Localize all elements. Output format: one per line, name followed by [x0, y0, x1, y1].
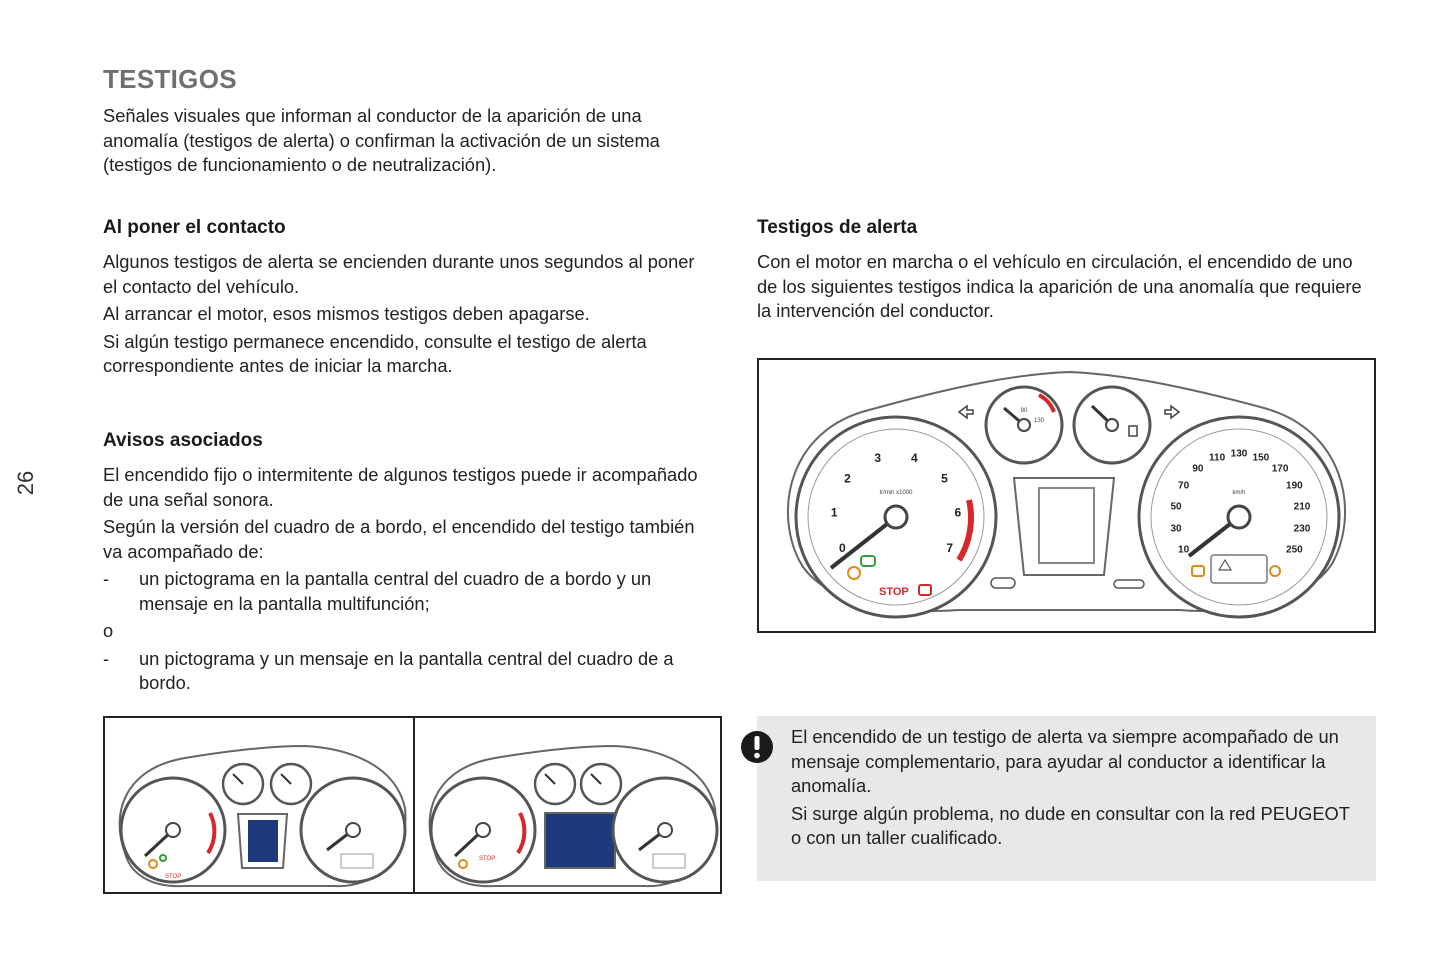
gauge-numeral: 7	[946, 541, 954, 556]
gauge-numeral: 170	[1271, 463, 1289, 475]
cluster-panel-1	[105, 718, 415, 892]
cluster-illustration-2	[415, 718, 720, 892]
bullet-item	[103, 647, 713, 696]
section-contact	[103, 217, 713, 379]
central-screen-small	[248, 820, 278, 862]
section-alerts-heading: Testigos de alerta	[757, 217, 918, 238]
gauge-numeral: 0	[838, 541, 846, 556]
stop-text-small: STOP	[479, 856, 496, 862]
notices-paragraph-2: Según la versión del cuadro de a bordo, el encendido del testigo también va acompañado de:	[103, 516, 695, 562]
speed-unit: km/h	[1232, 490, 1246, 496]
gauge-numeral: 10	[1178, 544, 1190, 556]
section-notices-heading: Avisos asociados	[103, 430, 263, 451]
cluster-illustration-1	[105, 718, 413, 892]
contact-paragraph-3: Si algún testigo permanece encendido, consulte el testigo de alerta correspondiente antes de iniciar la marcha.	[103, 330, 647, 376]
temperature-gauge	[986, 387, 1062, 463]
odometer-display	[1114, 580, 1144, 588]
page-title: TESTIGOS	[103, 64, 237, 94]
gauge-numeral: 5	[941, 471, 948, 486]
rpm-unit: tr/min x1000	[879, 490, 913, 496]
gauge-numeral: 190	[1286, 480, 1303, 492]
bullet-dash: -	[103, 568, 110, 589]
gauge-numeral: 2	[844, 471, 851, 486]
trip-button	[991, 578, 1015, 588]
section-alerts	[757, 217, 1367, 324]
gauge-numeral: 110	[1209, 452, 1226, 464]
gauge-numeral: 3	[874, 451, 882, 465]
gauge-numeral: 210	[1293, 501, 1311, 513]
exclamation-icon	[739, 729, 775, 765]
gauge-numeral: 1	[830, 505, 838, 520]
gauge-numeral: 90	[1192, 463, 1204, 475]
stop-text-small: STOP	[165, 874, 182, 880]
cluster-panel-2	[415, 718, 720, 892]
rpm-gauge	[796, 417, 996, 617]
central-screen-wide	[545, 813, 615, 868]
turn-right-icon	[1165, 406, 1179, 418]
note-paragraph-1: El encendido de un testigo de alerta va siempre acompañado de un mensaje complementario, para ayudar al conductor a identificar la anomalía.	[791, 726, 1339, 796]
instrument-cluster-figure	[757, 358, 1376, 633]
gauge-numeral: 230	[1293, 523, 1311, 535]
contact-paragraph-2: Al arrancar el motor, esos mismos testigos deben apagarse.	[103, 303, 590, 324]
gauge-numeral: 30	[1170, 523, 1182, 535]
gauge-numeral: 50	[1170, 501, 1182, 513]
contact-paragraph-1: Algunos testigos de alerta se encienden durante unos segundos al poner el contacto del vehículo.	[103, 251, 695, 297]
bullet-text-2: un pictograma y un mensaje en la pantalla central del cuadro de a bordo.	[139, 647, 674, 693]
or-word: o	[103, 620, 114, 641]
temp-mark-low: 90	[1020, 408, 1028, 414]
bullet-dash: -	[103, 647, 110, 669]
central-screen	[1014, 478, 1114, 575]
gauge-numeral: 150	[1252, 452, 1270, 464]
note-box	[757, 716, 1376, 881]
temp-mark: 130	[1033, 418, 1045, 424]
small-clusters-figure	[103, 716, 722, 894]
gauge-numeral: 250	[1286, 544, 1303, 556]
stop-warning-text: STOP	[879, 586, 909, 598]
note-paragraph-2: Si surge algún problema, no dude en consultar con la red PEUGEOT o con un taller cualificado.	[791, 802, 1350, 848]
gauge-numeral: 4	[910, 451, 918, 465]
gauge-numeral: 6	[954, 505, 962, 520]
speedometer-gauge	[1139, 417, 1339, 617]
intro-text: Señales visuales que informan al conductor de la aparición de una anomalía (testigos de alerta) o confirman la activación de un sistema (testigos de funcionamiento o de neutralización).	[103, 105, 660, 175]
notices-paragraph-1: El encendido fijo o intermitente de algunos testigos puede ir acompañado de una señal sonora.	[103, 464, 698, 510]
alerts-paragraph: Con el motor en marcha o el vehículo en circulación, el encendido de uno de los siguientes testigos indica la aparición de una anomalía que requiere la intervención del conductor.	[757, 251, 1362, 321]
section-notices	[103, 430, 713, 696]
gauge-numeral: 130	[1230, 448, 1248, 460]
page-number: 26	[13, 470, 38, 496]
instrument-cluster-illustration	[759, 360, 1374, 631]
bullet-item	[103, 567, 713, 616]
gauge-numeral: 70	[1178, 480, 1190, 492]
fuel-gauge	[1074, 387, 1150, 463]
section-contact-heading: Al poner el contacto	[103, 217, 286, 238]
bullet-text-1: un pictograma en la pantalla central del cuadro de a bordo y un mensaje en la pantalla multifunción;	[139, 568, 652, 614]
turn-left-icon	[959, 406, 973, 418]
